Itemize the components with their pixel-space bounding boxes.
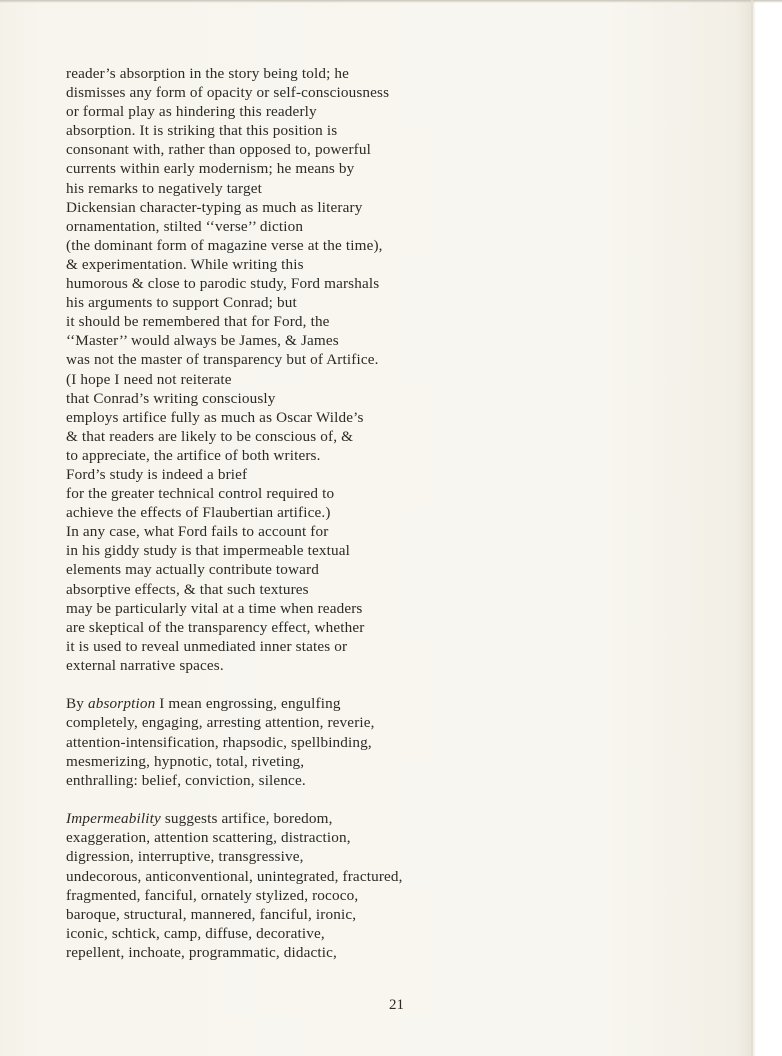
text-line xyxy=(66,809,466,828)
body-text xyxy=(66,64,466,962)
text-line: Ford’s study is indeed a brief xyxy=(66,465,248,483)
text-line: external narrative spaces. xyxy=(66,656,224,674)
text-line: attention-intensification, rhapsodic, spellbinding, xyxy=(66,733,372,751)
text-line: humorous & close to parodic study, Ford marshals xyxy=(66,275,380,293)
text-line: reader’s absorption in the story being told; he xyxy=(66,65,350,82)
text-line: was not the master of transparency but of Artifice. xyxy=(66,351,379,369)
text-line: ‘‘Master’’ would always be James, & James xyxy=(66,332,339,350)
text-line: elements may actually contribute toward xyxy=(66,561,319,579)
text-line: absorptive effects, & that such textures xyxy=(66,580,309,598)
text-line: completely, engaging, arresting attention, reverie, xyxy=(66,714,375,732)
text-line: achieve the effects of Flaubertian artifice.) xyxy=(66,504,331,522)
paragraph-gap xyxy=(66,790,466,809)
text-line: In any case, what Ford fails to account for xyxy=(66,523,329,541)
text-line: that Conrad’s writing consciously xyxy=(66,389,276,407)
page-right-edge xyxy=(751,0,753,1056)
text-line: for the greater technical control required to xyxy=(66,485,335,503)
text-line: his arguments to support Conrad; but xyxy=(66,294,297,312)
text-line: absorption. It is striking that this position is xyxy=(66,122,338,140)
text-line: fragmented, fanciful, ornately stylized, rococo, xyxy=(66,886,359,904)
paragraph-3-impermeability xyxy=(66,809,466,962)
text-line: digression, interruptive, transgressive, xyxy=(66,848,304,866)
paragraph-gap xyxy=(66,675,466,694)
paragraph-1 xyxy=(66,64,466,675)
text-line: his remarks to negatively target xyxy=(66,179,262,197)
text-line: enthralling: belief, conviction, silence. xyxy=(66,771,306,789)
text-line xyxy=(66,694,466,713)
text-run: suggests artifice, boredom, xyxy=(160,810,333,828)
text-line: undecorous, anticonventional, unintegrated, fractured, xyxy=(66,867,403,885)
text-line: & that readers are likely to be conscious of, & xyxy=(66,427,354,445)
text-run: By xyxy=(66,695,88,713)
text-line: (I hope I need not reiterate xyxy=(66,370,232,388)
text-line: & experimentation. While writing this xyxy=(66,255,304,273)
text-line: currents within early modernism; he means by xyxy=(66,160,355,178)
paragraph-2-absorption xyxy=(66,694,466,789)
page-number: 21 xyxy=(389,997,404,1013)
text-line: baroque, structural, mannered, fanciful, ironic, xyxy=(66,905,357,923)
text-line: to appreciate, the artifice of both writers. xyxy=(66,446,321,464)
text-line: may be particularly vital at a time when readers xyxy=(66,599,363,617)
text-line: in his giddy study is that impermeable textual xyxy=(66,542,351,560)
text-line: dismisses any form of opacity or self-consciousness xyxy=(66,84,390,102)
text-line: consonant with, rather than opposed to, powerful xyxy=(66,141,371,159)
text-run: I mean engrossing, engulfing xyxy=(155,695,341,713)
text-line: ornamentation, stilted ‘‘verse’’ diction xyxy=(66,217,304,235)
italic-term-absorption: absorption xyxy=(87,695,156,713)
text-line: it is used to reveal unmediated inner states or xyxy=(66,637,348,655)
text-line: iconic, schtick, camp, diffuse, decorative, xyxy=(66,924,325,942)
text-line: repellent, inchoate, programmatic, didactic, xyxy=(66,943,338,961)
text-line: Dickensian character-typing as much as literary xyxy=(66,198,363,216)
text-line: employs artifice fully as much as Oscar Wilde’s xyxy=(66,408,364,426)
text-line: or formal play as hindering this readerly xyxy=(66,103,317,121)
text-line: mesmerizing, hypnotic, total, riveting, xyxy=(66,752,305,770)
text-line: it should be remembered that for Ford, the xyxy=(66,313,330,331)
text-line: exaggeration, attention scattering, distraction, xyxy=(66,829,351,847)
page-top-edge xyxy=(0,0,782,3)
text-line: are skeptical of the transparency effect, whether xyxy=(66,618,365,636)
text-line: (the dominant form of magazine verse at the time), xyxy=(66,236,383,254)
italic-term-impermeability: Impermeability xyxy=(66,810,161,828)
